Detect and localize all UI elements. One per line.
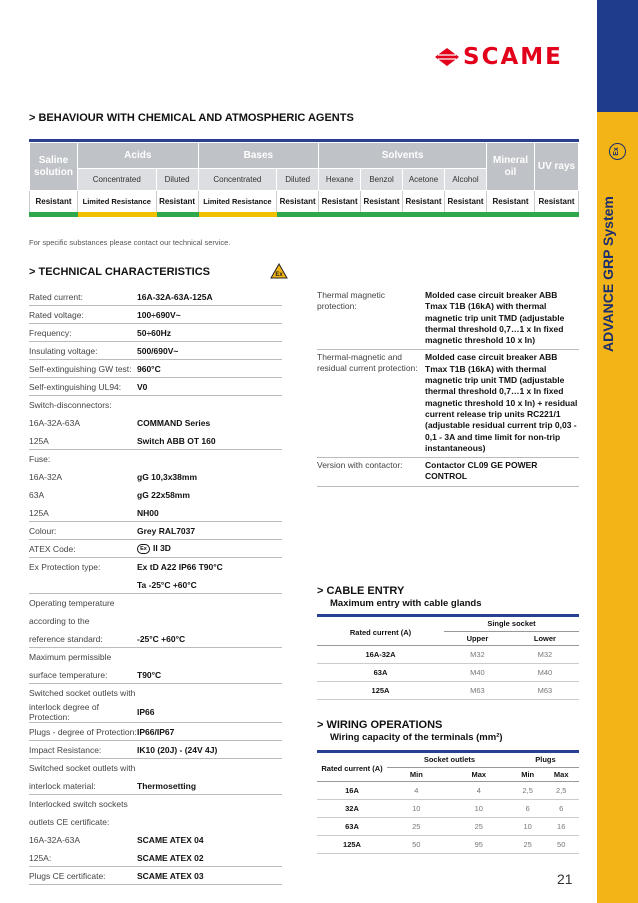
spec-label: Rated voltage: — [29, 309, 84, 320]
cell: M40 — [444, 663, 511, 681]
cell: 25 — [446, 817, 512, 835]
spec-value: 100÷690V~ — [137, 309, 181, 320]
wiring-h-min: Min — [387, 767, 446, 781]
spec-value: Grey RAL7037 — [137, 525, 196, 536]
spec-row — [29, 684, 282, 702]
wiring-heading: > WIRING OPERATIONS — [317, 719, 443, 731]
val-hexane: Resistant — [319, 191, 361, 215]
ex-warning-icon — [270, 263, 288, 279]
col-solvents: Solvents — [319, 143, 487, 169]
col-bases: Bases — [198, 143, 319, 169]
spec-row — [29, 540, 282, 558]
spec-value: NH00 — [137, 507, 159, 518]
spec-value: 960°C — [137, 363, 161, 374]
spec-label: Rated current: — [29, 291, 83, 302]
brand-name: SCAME — [463, 44, 563, 70]
sub-alcohol: Alcohol — [444, 169, 486, 191]
val-alcohol: Resistant — [444, 191, 486, 215]
cable-h-rated: Rated current (A) — [317, 617, 444, 645]
spec-row — [29, 396, 282, 414]
spec-label: Fuse: — [29, 454, 51, 464]
cell: 25 — [512, 835, 543, 853]
spec-row — [29, 558, 282, 576]
wiring-h-max: Max — [446, 767, 512, 781]
table-row — [317, 817, 579, 835]
spec-value: IP66/IP67 — [137, 726, 175, 737]
spec-value: COMMAND Series — [137, 418, 211, 428]
wiring-subheading: Wiring capacity of the terminals (mm²) — [330, 732, 503, 743]
spec-row — [29, 831, 282, 849]
spec-value: V0 — [137, 381, 148, 392]
table-row — [317, 663, 579, 681]
spec-value: SCAME ATEX 03 — [137, 870, 204, 881]
spec-row — [29, 813, 282, 831]
spec-label: 125A — [29, 435, 49, 446]
cable-h-lower: Lower — [511, 631, 579, 645]
spec-label: Self-extinguishing GW test: — [29, 363, 132, 374]
cell: 4 — [446, 781, 512, 799]
sub-acetone: Acetone — [403, 169, 445, 191]
cell: M63 — [444, 681, 511, 699]
spec-label: Self-extinguishing UL94: — [29, 381, 122, 392]
val-acetone: Resistant — [403, 191, 445, 215]
cell: 6 — [543, 799, 579, 817]
spec-value-text: II 3D — [153, 543, 171, 554]
spec-label: Thermal magnetic protection: — [317, 290, 386, 311]
spec-label: ATEX Code: — [29, 543, 76, 554]
spec-value: 50÷60Hz — [137, 327, 171, 338]
table-row — [317, 835, 579, 853]
cable-heading: > CABLE ENTRY — [317, 585, 405, 597]
spec-row — [317, 458, 579, 487]
spec-label: according to the — [29, 616, 90, 626]
spec-value: Ex tD A22 IP66 T90°C — [137, 562, 223, 572]
cell: 63A — [317, 817, 387, 835]
spec-label: interlock degree of Protection: — [29, 702, 99, 722]
spec-row — [29, 360, 282, 378]
spec-label: Thermal-magnetic and residual current protection: — [317, 352, 418, 374]
spec-row — [29, 432, 282, 450]
spec-row — [29, 288, 282, 306]
spec-row — [29, 450, 282, 468]
spec-label: Impact Resistance: — [29, 744, 102, 755]
val-uv: Resistant — [535, 191, 579, 215]
spec-label: Switched socket outlets with — [29, 688, 136, 698]
spec-label: Interlocked switch sockets — [29, 799, 128, 809]
wiring-h-rated: Rated current (A) — [317, 753, 387, 781]
val-mineral: Resistant — [487, 191, 535, 215]
spec-row — [29, 612, 282, 630]
spec-value: SCAME ATEX 04 — [137, 835, 204, 845]
spec-label: Plugs - degree of Protection: — [29, 726, 137, 737]
wiring-h-sockets: Socket outlets — [387, 753, 512, 767]
spec-row — [29, 666, 282, 684]
spec-label: surface temperature: — [29, 669, 108, 680]
cell: 10 — [387, 799, 446, 817]
cell: 50 — [387, 835, 446, 853]
tech-heading: > TECHNICAL CHARACTERISTICS — [29, 266, 211, 278]
sub-benzol: Benzol — [361, 169, 403, 191]
scame-logo-icon — [435, 48, 459, 66]
cell: 63A — [317, 663, 444, 681]
cell: M63 — [511, 681, 579, 699]
cable-h-single: Single socket — [444, 617, 579, 631]
spec-row — [29, 702, 282, 723]
spec-label: Maximum permissible — [29, 652, 112, 662]
spec-row — [29, 504, 282, 522]
sub-base-conc: Concentrated — [198, 169, 277, 191]
spec-label: 16A-32A — [29, 472, 63, 482]
table-row — [317, 799, 579, 817]
side-band — [597, 0, 638, 903]
val-base-conc: Limited Resistance — [198, 191, 277, 215]
spec-row — [29, 342, 282, 360]
val-acid-dil: Resistant — [156, 191, 198, 215]
spec-value: IP66 — [137, 707, 155, 717]
spec-value: 500/690V~ — [137, 345, 179, 356]
spec-row — [29, 777, 282, 795]
spec-value: Contactor CL09 GE POWER CONTROL — [425, 460, 538, 482]
spec-label: Switched socket outlets with — [29, 763, 136, 773]
val-base-dil: Resistant — [277, 191, 319, 215]
spec-label: Ex Protection type: — [29, 562, 101, 572]
spec-value: -25°C +60°C — [137, 633, 186, 644]
spec-label: interlock material: — [29, 780, 96, 791]
spec-value: T90°C — [137, 669, 162, 680]
chem-heading: > BEHAVIOUR WITH CHEMICAL AND ATMOSPHERIC AGENTS — [29, 112, 354, 124]
wiring-h-min: Min — [512, 767, 543, 781]
cell: M32 — [444, 645, 511, 663]
spec-value: SCAME ATEX 02 — [137, 852, 204, 863]
wiring-table — [317, 753, 579, 854]
cell: 16A-32A — [317, 645, 444, 663]
cable-subheading: Maximum entry with cable glands — [330, 598, 482, 609]
spec-row — [29, 849, 282, 867]
spec-value: Switch ABB OT 160 — [137, 435, 216, 446]
cell: 16 — [543, 817, 579, 835]
val-acid-conc: Limited Resistance — [78, 191, 157, 215]
cell: 95 — [446, 835, 512, 853]
spec-label: 16A-32A-63A — [29, 418, 81, 428]
spec-row — [29, 324, 282, 342]
cell: 2,5 — [543, 781, 579, 799]
spec-row — [29, 468, 282, 486]
val-saline: Resistant — [30, 191, 78, 215]
spec-value: Molded case circuit breaker ABB Tmax T1B (16kA) with thermal magnetic trip unit TMD (adjustable thermal threshold 0,7…1 x In fixed magnetic threshold 10 x In) + residual current release trip units RC221/1 (adjustable residual current trip 0,03 - 0,1 - 3A and time limit for non-trip instantaneous) — [425, 352, 578, 453]
spec-row — [29, 306, 282, 324]
spec-label: Operating temperature — [29, 598, 115, 608]
spec-value: Molded case circuit breaker ABB Tmax T1B (16kA) with thermal magnetic trip unit TMD (adjustable thermal threshold 0,7…1 x In fixed magnetic threshold 10 x In) — [425, 290, 565, 346]
chem-table — [29, 142, 579, 217]
cell: 125A — [317, 835, 387, 853]
table-row — [317, 645, 579, 663]
cell: 4 — [387, 781, 446, 799]
spec-value: gG 22x58mm — [137, 490, 190, 500]
spec-value — [137, 543, 282, 554]
spec-value: IK10 (20J) - (24V 4J) — [137, 744, 218, 755]
wiring-h-plugs: Plugs — [512, 753, 579, 767]
spec-row — [29, 795, 282, 813]
spec-row — [317, 288, 579, 350]
sub-acid-conc: Concentrated — [78, 169, 157, 191]
col-mineral: Mineral oil — [487, 143, 535, 191]
spec-row — [29, 741, 282, 759]
spec-value: gG 10,3x38mm — [137, 472, 198, 482]
tech-left-list — [29, 288, 282, 885]
spec-row — [29, 594, 282, 612]
tech-right-list — [317, 288, 579, 487]
spec-label: 125A: — [29, 852, 52, 863]
cell: 50 — [543, 835, 579, 853]
table-row — [317, 781, 579, 799]
spec-label: Version with contactor: — [317, 460, 403, 471]
spec-row — [29, 723, 282, 741]
spec-label: outlets CE certificate: — [29, 817, 110, 827]
sub-hexane: Hexane — [319, 169, 361, 191]
brand-logo — [435, 44, 563, 70]
spec-row — [29, 759, 282, 777]
spec-label: Insulating voltage: — [29, 345, 98, 356]
sub-acid-dil: Diluted — [156, 169, 198, 191]
col-acids: Acids — [78, 143, 199, 169]
cell: 2,5 — [512, 781, 543, 799]
table-row — [317, 681, 579, 699]
chem-note: For specific substances please contact our technical service. — [29, 238, 231, 247]
sub-base-dil: Diluted — [277, 169, 319, 191]
spec-label: 16A-32A-63A — [29, 835, 81, 845]
spec-row — [29, 522, 282, 540]
cell: 25 — [387, 817, 446, 835]
spec-row — [29, 414, 282, 432]
spec-label: Switch-disconnectors: — [29, 400, 112, 410]
spec-label: Frequency: — [29, 327, 72, 338]
svg-text:Ex: Ex — [275, 272, 283, 278]
cell: 10 — [446, 799, 512, 817]
side-band-blue — [597, 0, 638, 112]
cell: 16A — [317, 781, 387, 799]
spec-label: Colour: — [29, 525, 57, 536]
spec-row — [29, 648, 282, 666]
spec-row — [317, 350, 579, 458]
page-number: 21 — [557, 871, 573, 887]
val-benzol: Resistant — [361, 191, 403, 215]
cell: 6 — [512, 799, 543, 817]
spec-row — [29, 576, 282, 594]
spec-value: Ta -25°C +60°C — [137, 579, 197, 590]
spec-row — [29, 630, 282, 648]
spec-label: reference standard: — [29, 633, 103, 644]
spec-row — [29, 486, 282, 504]
cable-h-upper: Upper — [444, 631, 511, 645]
spec-label: Plugs CE certificate: — [29, 870, 106, 881]
ex-icon: Ex — [609, 143, 626, 160]
col-uv: UV rays — [535, 143, 579, 191]
spec-label: 63A — [29, 490, 45, 500]
cell: 10 — [512, 817, 543, 835]
wiring-h-max: Max — [543, 767, 579, 781]
spec-label: 125A — [29, 507, 49, 518]
atex-ex-icon: Ex — [137, 544, 150, 554]
cell: 32A — [317, 799, 387, 817]
col-saline: Saline solution — [30, 143, 78, 191]
sidebar-title: ADVANCE GRP System — [600, 196, 616, 352]
spec-row — [29, 378, 282, 396]
cell: M40 — [511, 663, 579, 681]
cell: 125A — [317, 681, 444, 699]
cell: M32 — [511, 645, 579, 663]
spec-value: Thermosetting — [137, 780, 197, 791]
spec-row — [29, 867, 282, 885]
spec-value: 16A-32A-63A-125A — [137, 291, 213, 302]
cable-table — [317, 617, 579, 700]
